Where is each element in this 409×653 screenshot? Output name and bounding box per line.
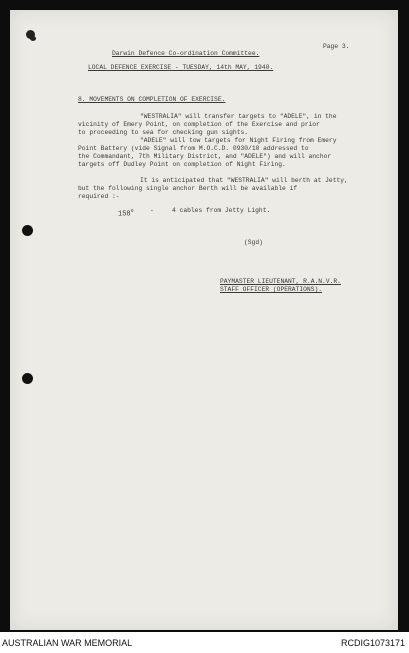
paragraph-line: "ADELE" will tow targets for Night Firing from Emery bbox=[140, 137, 337, 144]
signatory-title: STAFF OFFICER (OPERATIONS). bbox=[220, 286, 323, 293]
footer-institution: AUSTRALIAN WAR MEMORIAL bbox=[2, 638, 133, 648]
berth-dash: - bbox=[150, 207, 154, 214]
section-heading: 8. MOVEMENTS ON COMPLETION OF EXERCISE. bbox=[78, 96, 226, 103]
signed-mark: (Sgd) bbox=[244, 239, 263, 246]
paragraph-line: It is anticipated that "WESTRALIA" will berth at Jetty, bbox=[140, 177, 348, 184]
paragraph-line: but the following single anchor Berth will be available if bbox=[78, 185, 298, 192]
archive-footer bbox=[0, 632, 409, 653]
paragraph-line: targets off Dudley Point on completion of Night Firing. bbox=[78, 161, 286, 168]
footer-record-id: RCDIG1073171 bbox=[340, 638, 405, 648]
exercise-title: LOCAL DEFENCE EXERCISE - TUESDAY, 14th MAY, 1940. bbox=[88, 64, 274, 71]
page-number: Page 3. bbox=[323, 43, 350, 50]
berth-detail: 4 cables from Jetty Light. bbox=[172, 207, 271, 214]
page-corner-mark bbox=[30, 36, 36, 41]
punch-hole bbox=[22, 225, 33, 236]
committee-title: Darwin Defence Co-ordination Committee. bbox=[112, 50, 260, 57]
paragraph-line: the Commandant, 7th Military District, and "ADELE") and will anchor bbox=[78, 153, 332, 160]
berth-bearing bbox=[118, 207, 134, 218]
paragraph-line: Point Battery (vide Signal from M.O.C.D. 0930/10 addressed to bbox=[78, 145, 309, 152]
paragraph-line: "WESTRALIA" will transfer targets to "ADELE", in the bbox=[140, 113, 337, 120]
paragraph-line: vicinity of Emery Point, on completion of the Exercise and prior bbox=[78, 121, 320, 128]
punch-hole bbox=[22, 373, 33, 384]
signatory-rank: PAYMASTER LIEUTENANT, R.A.N.V.R. bbox=[220, 278, 341, 285]
paragraph-line: required :- bbox=[78, 193, 120, 200]
degree-symbol: o bbox=[130, 208, 134, 214]
bearing-value: 158 bbox=[118, 210, 131, 219]
paragraph-line: to proceeding to sea for checking gun sights. bbox=[78, 129, 249, 136]
